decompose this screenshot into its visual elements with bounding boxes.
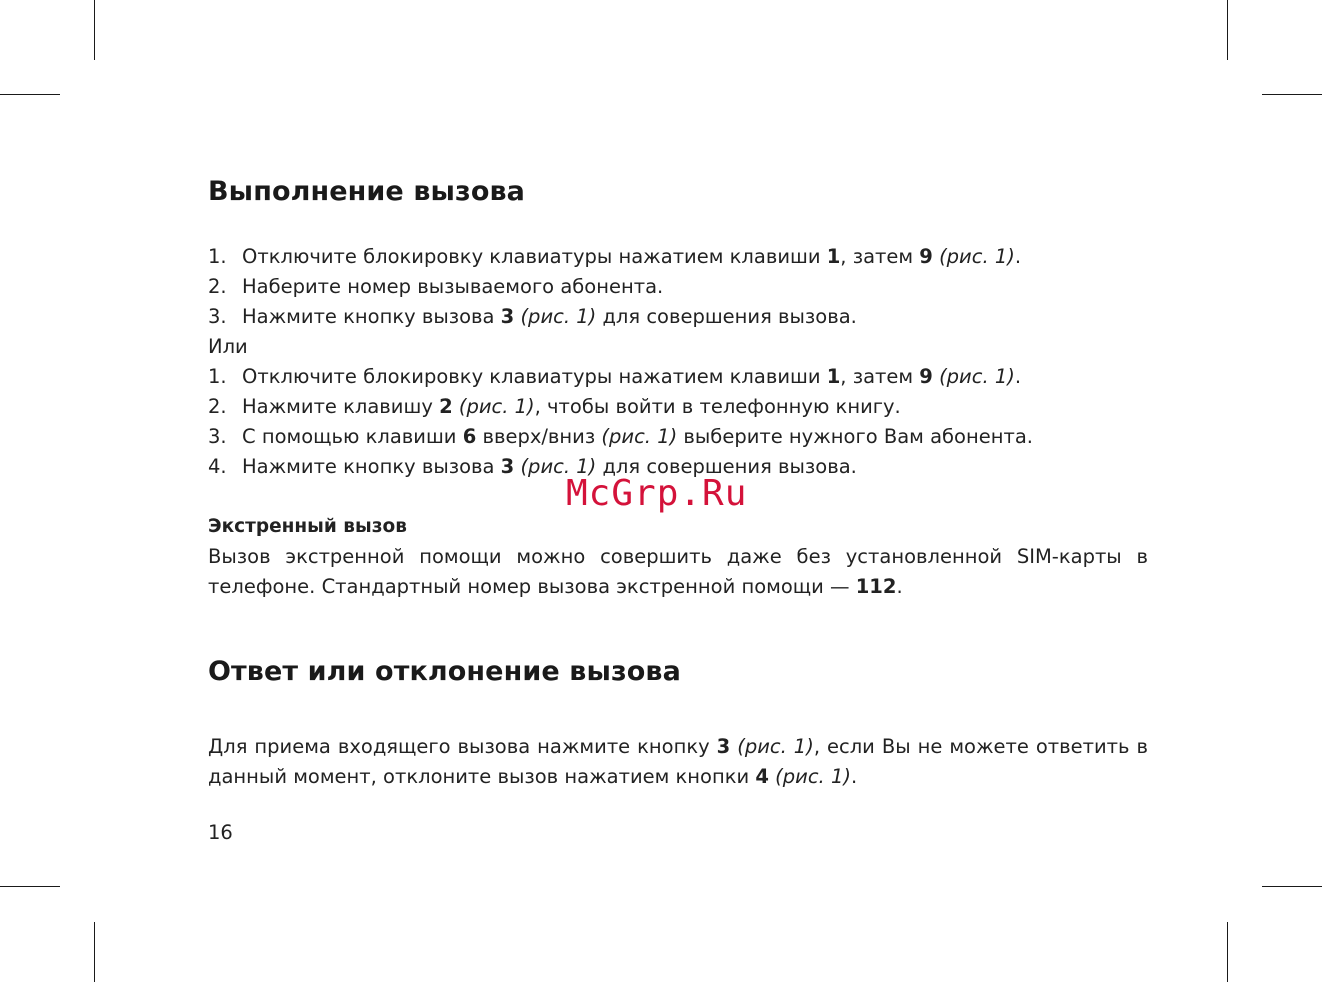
steps-list-a [208,242,1148,332]
crop-mark [1262,94,1322,95]
crop-mark [0,94,60,95]
list-item: 1. Отключите блокировку клавиатуры нажатием клавиши 1, затем 9 (рис. 1). [208,365,1022,388]
answer-reject-text: Для приема входящего вызова нажмите кнопку 3 (рис. 1), если Вы не можете ответить в данный момент, отклоните вызов нажатием кнопки 4 (рис. 1). [208,735,1149,788]
emergency-call-text: Вызов экстренной помощи можно совершить даже без установленной SIM-карты в телефоне. Стандартный номер вызова экстренной помощи — 112. [208,545,1148,598]
section-title-making-call: Выполнение вызова [208,176,525,207]
emergency-number: 112 [855,575,897,598]
section-title-answer-reject: Ответ или отклонение вызова [208,656,681,687]
crop-mark [1262,886,1322,887]
crop-mark [0,886,60,887]
emergency-call-heading: Экстренный вызов [208,516,407,537]
list-item: 3. С помощью клавиши 6 вверх/вниз (рис. 1) выберите нужного Вам абонента. [208,425,1033,448]
list-item: 3. Нажмите кнопку вызова 3 (рис. 1) для совершения вызова. [208,305,857,328]
watermark: McGrp.Ru [566,473,748,514]
list-item: 4. Нажмите кнопку вызова 3 (рис. 1) для совершения вызова. [208,455,857,478]
crop-mark [94,922,95,982]
crop-mark [1227,0,1228,60]
crop-mark [94,0,95,60]
list-item: 1. Отключите блокировку клавиатуры нажатием клавиши 1, затем 9 (рис. 1). [208,245,1022,268]
list-item: 2. Наберите номер вызываемого абонента. [208,275,664,298]
steps-list-b [208,362,1148,482]
list-item: 2. Нажмите клавишу 2 (рис. 1), чтобы войти в телефонную книгу. [208,395,901,418]
page-number: 16 [208,821,233,844]
crop-mark [1227,922,1228,982]
or-label: Или [208,335,248,358]
